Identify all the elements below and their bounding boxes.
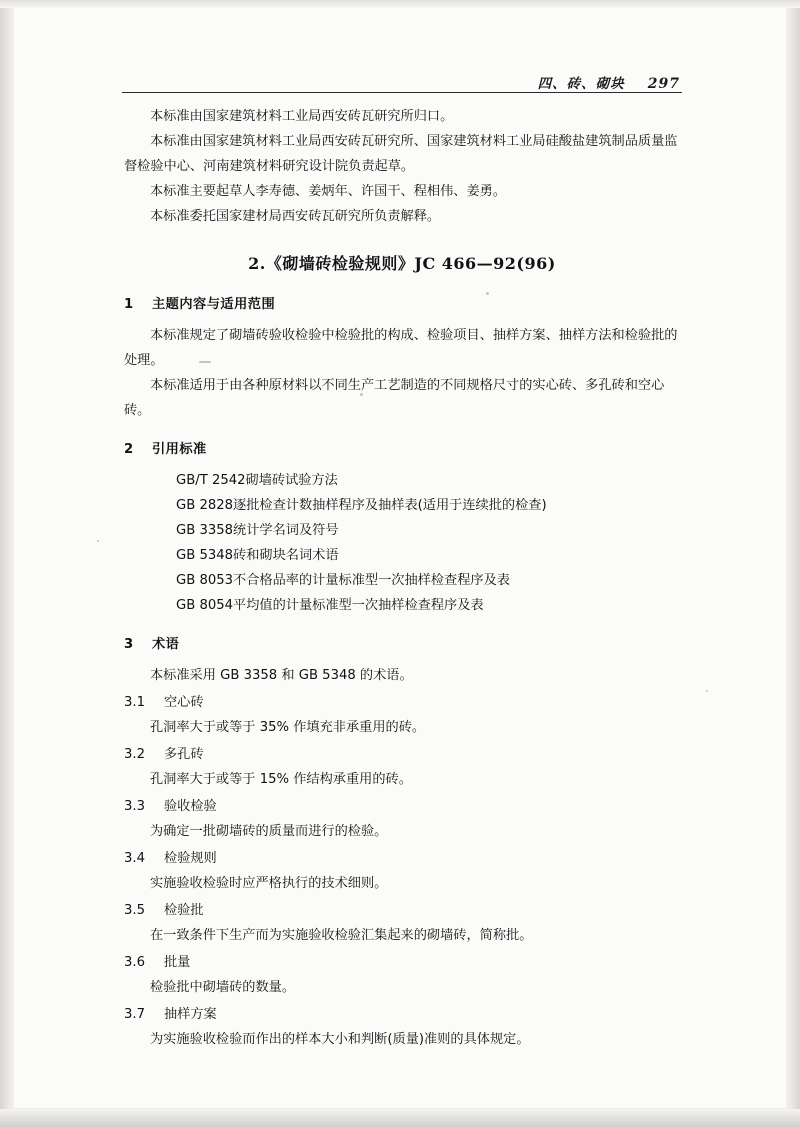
standard-code: GB/T 2542 — [176, 473, 246, 488]
intro-paragraph: 本标准由国家建筑材料工业局西安砖瓦研究所、国家建筑材料工业局硅酸盐建筑制品质量监督检验中心、河南建筑材料研究设计院负责起草。 — [124, 134, 678, 174]
term-name: 批量 — [164, 955, 191, 970]
section-heading-label: 引用标准 — [152, 442, 207, 457]
standard-name: 平均值的计量标准型一次抽样检查程序及表 — [233, 598, 484, 613]
term-number: 3.3 — [124, 799, 145, 814]
standard-row — [124, 568, 680, 593]
term-name: 抽样方案 — [164, 1007, 217, 1022]
intro-paragraph: 本标准由国家建筑材料工业局西安砖瓦研究所归口。 — [150, 109, 454, 124]
section-paragraph: 本标准适用于由各种原材料以不同生产工艺制造的不同规格尺寸的实心砖、多孔砖和空心砖。 — [124, 378, 665, 418]
section-heading-1 — [124, 292, 680, 317]
term-number: 3.4 — [124, 851, 145, 866]
term-heading — [124, 794, 680, 819]
term-number: 3.1 — [124, 695, 145, 710]
term-heading — [124, 690, 680, 715]
page-header — [120, 72, 680, 92]
section-heading-label: 主题内容与适用范围 — [152, 297, 276, 312]
standard-code: GB 8054 — [176, 598, 234, 613]
standard-name: 逐批检查计数抽样程序及抽样表(适用于连续批的检查) — [233, 498, 547, 513]
standard-code: GB 3358 — [176, 523, 234, 538]
term-heading — [124, 742, 680, 767]
term-name: 检验规则 — [164, 851, 217, 866]
section-heading-2 — [124, 437, 680, 462]
term-number: 3.5 — [124, 903, 145, 918]
standard-name: 砖和砌块名词术语 — [233, 548, 339, 563]
section-heading-label: 术语 — [152, 637, 180, 652]
term-text: 为确定一批砌墙砖的质量而进行的检验。 — [150, 824, 388, 839]
scan-speck — [706, 690, 708, 692]
standard-name: 砌墙砖试验方法 — [245, 473, 338, 488]
term-text: 孔洞率大于或等于 15% 作结构承重用的砖。 — [150, 772, 412, 787]
intro-paragraph: 本标准主要起草人李寿德、姜炳年、许国干、程相伟、姜勇。 — [150, 184, 507, 199]
section-paragraph: 本标准规定了砌墙砖验收检验中检验批的构成、检验项目、抽样方案、抽样方法和检验批的处理。 — [124, 328, 678, 368]
term-heading — [124, 950, 680, 975]
standard-name: 统计学名词及符号 — [233, 523, 339, 538]
page-number: 297 — [647, 76, 680, 92]
term-number: 3.6 — [124, 955, 145, 970]
scan-speck — [97, 540, 99, 542]
standard-row — [124, 543, 680, 568]
term-text: 实施验收检验时应严格执行的技术细则。 — [150, 876, 388, 891]
document-body — [124, 104, 680, 1052]
standard-row — [124, 468, 680, 493]
referenced-standards-list — [124, 468, 680, 618]
standard-code: GB 8053 — [176, 573, 234, 588]
term-number: 3.7 — [124, 1007, 145, 1022]
section-heading-3 — [124, 632, 680, 657]
standard-code: GB 2828 — [176, 498, 234, 513]
term-text: 在一致条件下生产而为实施验收检验汇集起来的砌墙砖，简称批。 — [150, 928, 533, 943]
term-text: 为实施验收检验而作出的样本大小和判断(质量)准则的具体规定。 — [150, 1032, 530, 1047]
scan-speck — [486, 292, 489, 295]
term-heading — [124, 1002, 680, 1027]
scan-speck — [199, 361, 211, 363]
term-text: 孔洞率大于或等于 35% 作填充非承重用的砖。 — [150, 720, 426, 735]
section-number: 2 — [124, 442, 134, 457]
term-number: 3.2 — [124, 747, 145, 762]
intro-paragraph: 本标准委托国家建材局西安砖瓦研究所负责解释。 — [150, 209, 441, 224]
term-name: 空心砖 — [164, 695, 204, 710]
term-heading — [124, 898, 680, 923]
term-name: 验收检验 — [164, 799, 217, 814]
term-name: 检验批 — [164, 903, 204, 918]
section-number: 1 — [124, 297, 134, 312]
standard-row — [124, 518, 680, 543]
term-text: 检验批中砌墙砖的数量。 — [150, 980, 296, 995]
running-head: 四、砖、砌块 — [537, 76, 625, 92]
term-name: 多孔砖 — [164, 747, 204, 762]
standard-code: GB 5348 — [176, 548, 234, 563]
standard-name: 不合格品率的计量标准型一次抽样检查程序及表 — [233, 573, 510, 588]
section-title: 2.《砌墙砖检验规则》JC 466—92(96) — [248, 254, 556, 273]
header-rule — [122, 92, 682, 93]
scan-speck — [360, 393, 363, 396]
standard-row — [124, 593, 680, 618]
section-number: 3 — [124, 637, 134, 652]
section-paragraph: 本标准采用 GB 3358 和 GB 5348 的术语。 — [150, 668, 413, 683]
standard-row — [124, 493, 680, 518]
term-heading — [124, 846, 680, 871]
